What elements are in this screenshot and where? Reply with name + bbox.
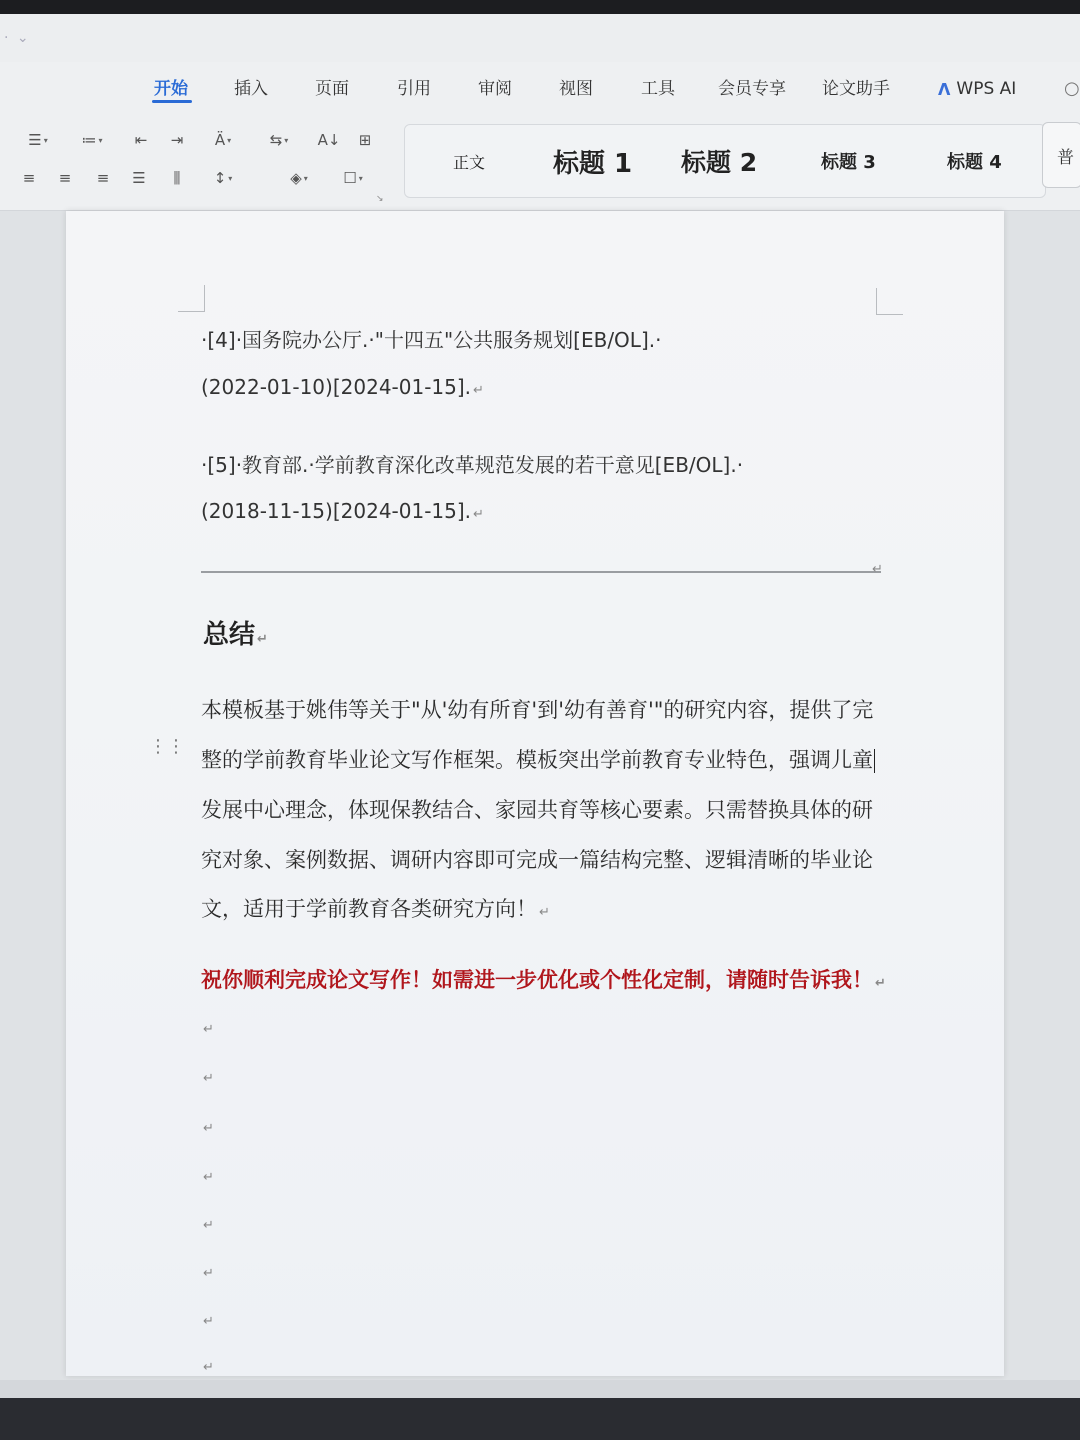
paragraph-mark-icon: ↵ [473, 383, 484, 398]
summary-line-2[interactable]: 整的学前教育毕业论文写作框架。模板突出学前教育专业特色，强调儿童 [201, 748, 873, 772]
drag-handle-icon[interactable]: ⋮⋮ [149, 736, 185, 757]
distribute-icon[interactable]: ⫼ [173, 169, 181, 187]
numbered-list-icon[interactable]: ≔ ▾ [81, 131, 103, 149]
align-center-icon[interactable]: ≡ [58, 169, 72, 187]
style-more[interactable]: 普 [1042, 122, 1080, 188]
empty-paragraph-mark-icon: ↵ [203, 1022, 214, 1037]
summary-heading[interactable]: 总结 ↵ [203, 620, 268, 650]
empty-paragraph-mark-icon: ↵ [203, 1218, 214, 1233]
paragraph-mark-icon: ↵ [875, 976, 886, 991]
tab-review[interactable]: 审阅 [478, 79, 512, 99]
title-bar [0, 14, 1080, 62]
summary-line-5[interactable]: 文，适用于学前教育各类研究方向！ ↵ [201, 897, 550, 921]
summary-line-4[interactable]: 究对象、案例数据、调研内容即可完成一篇结构完整、逻辑清晰的毕业论 [201, 848, 873, 872]
reference-4-line1[interactable]: ·[4]·国务院办公厅.·"十四五"公共服务规划[EB/OL].· [201, 328, 662, 352]
empty-paragraph-mark-icon: ↵ [203, 1360, 214, 1375]
empty-paragraph-mark-icon: ↵ [203, 1266, 214, 1281]
style-normal[interactable]: 正文 [453, 152, 486, 172]
margin-corner-mark [876, 288, 903, 315]
text-case-icon[interactable]: Ä ▾ [214, 131, 232, 149]
line-spacing-icon[interactable]: ↕ ▾ [213, 169, 233, 187]
window-controls-icon[interactable]: · ⌄ [4, 30, 31, 46]
reference-5-line1[interactable]: ·[5]·教育部.·学前教育深化改革规范发展的若干意见[EB/OL].· [201, 453, 744, 477]
ribbon-toolbar [0, 110, 1080, 211]
borders-icon[interactable]: ☐ ▾ [343, 169, 363, 187]
reference-5-line2[interactable]: (2018-11-15)[2024-01-15]. ↵ [201, 499, 484, 523]
reference-4-line2[interactable]: (2022-01-10)[2024-01-15]. ↵ [201, 375, 484, 399]
paragraph-mark-icon: ↵ [473, 507, 484, 522]
style-gallery [404, 124, 1046, 198]
tab-page[interactable]: 页面 [315, 79, 349, 99]
align-right-icon[interactable]: ≡ [96, 169, 110, 187]
justify-icon[interactable]: ☰ [132, 169, 146, 187]
text-cursor [874, 749, 875, 773]
bullet-list-icon[interactable]: ☰ ▾ [28, 131, 48, 149]
closing-message[interactable]: 祝你顺利完成论文写作！如需进一步优化或个性化定制，请随时告诉我！ ↵ [201, 968, 886, 992]
search-icon[interactable]: ○ [1064, 78, 1080, 99]
paragraph-mark-icon: ↵ [872, 562, 883, 577]
empty-paragraph-mark-icon: ↵ [203, 1170, 214, 1185]
tab-insert[interactable]: 插入 [234, 79, 268, 99]
summary-line-3[interactable]: 发展中心理念，体现保教结合、家园共育等核心要素。只需替换具体的研 [201, 798, 873, 822]
tab-tools[interactable]: 工具 [641, 79, 675, 99]
tab-home[interactable]: 开始 [154, 79, 188, 99]
margin-corner-mark [178, 285, 205, 312]
status-area [0, 1380, 1080, 1398]
section-divider [201, 571, 881, 573]
tab-thesis-assistant[interactable]: 论文助手 [822, 79, 890, 99]
paragraph-mark-icon: ↵ [539, 905, 550, 920]
wps-ai-label: WPS AI [956, 79, 1017, 99]
screen-bezel-top [0, 0, 1080, 14]
paragraph-mark-icon: ↵ [257, 632, 268, 647]
tab-member[interactable]: 会员专享 [718, 79, 786, 99]
tab-view[interactable]: 视图 [559, 79, 593, 99]
screen-bezel-bottom [0, 1398, 1080, 1440]
text-direction-icon[interactable]: ⇆ ▾ [269, 131, 289, 149]
empty-paragraph-mark-icon: ↵ [203, 1071, 214, 1086]
decrease-indent-icon[interactable]: ⇤ [134, 131, 148, 149]
active-tab-indicator [152, 100, 192, 103]
tab-references[interactable]: 引用 [397, 79, 431, 99]
increase-indent-icon[interactable]: ⇥ [170, 131, 184, 149]
sort-icon[interactable]: A↓ [317, 131, 341, 149]
paragraph-settings-icon[interactable]: ↘ [376, 194, 384, 204]
style-heading-2[interactable]: 标题 2 [681, 148, 758, 177]
show-marks-icon[interactable]: ⊞ [358, 131, 372, 149]
wps-ai-button[interactable] [938, 79, 1016, 99]
style-heading-1[interactable]: 标题 1 [553, 148, 633, 179]
wps-ai-logo-icon: ᐱ [938, 79, 951, 99]
shading-icon[interactable]: ◈ ▾ [290, 169, 308, 187]
align-left-icon[interactable]: ≡ [22, 169, 36, 187]
empty-paragraph-mark-icon: ↵ [203, 1121, 214, 1136]
empty-paragraph-mark-icon: ↵ [203, 1314, 214, 1329]
style-heading-4[interactable]: 标题 4 [947, 152, 1002, 173]
style-heading-3[interactable]: 标题 3 [821, 152, 876, 173]
summary-line-1[interactable]: 本模板基于姚伟等关于"从'幼有所育'到'幼有善育'"的研究内容，提供了完 [201, 698, 874, 722]
